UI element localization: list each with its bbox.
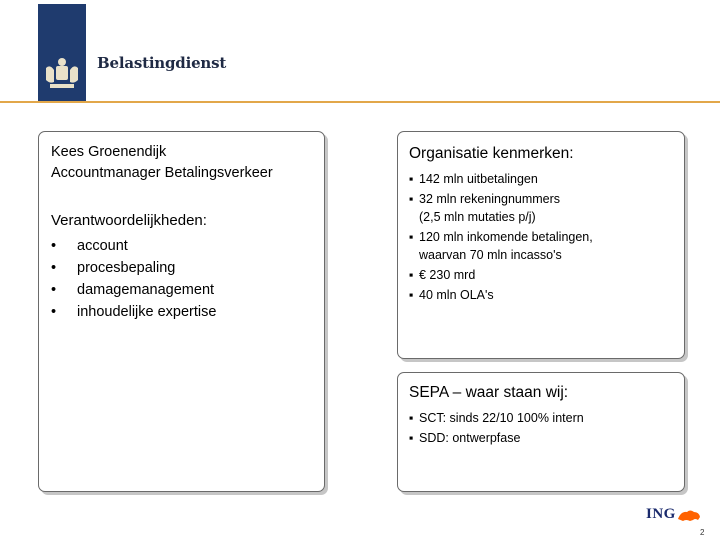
- coat-of-arms-icon: [42, 54, 82, 94]
- bullet: ▪: [409, 268, 414, 282]
- list-item-text: inhoudelijke expertise: [77, 304, 217, 320]
- bullet: ▪: [409, 230, 414, 244]
- list-item: [51, 279, 312, 301]
- brand-name: Belastingdienst: [97, 54, 227, 72]
- list-item: [409, 429, 673, 447]
- person-role: Accountmanager Betalingsverkeer: [51, 165, 273, 181]
- list-item: [51, 301, 312, 323]
- list-item: [409, 170, 673, 188]
- organisation-box: [397, 131, 685, 359]
- list-item: [409, 409, 673, 427]
- responsibilities-title: Verantwoordelijkheden:: [51, 212, 207, 229]
- list-item-text: account: [77, 238, 128, 254]
- bullet: •: [51, 304, 57, 320]
- bullet: •: [51, 260, 57, 276]
- bullet: ▪: [409, 411, 414, 425]
- person-name: Kees Groenendijk: [51, 144, 167, 160]
- lion-icon: [676, 507, 702, 523]
- ing-logo: [646, 506, 702, 523]
- organisation-list: [409, 170, 673, 304]
- list-item: [409, 266, 673, 284]
- list-item-text: 40 mln OLA's: [419, 288, 494, 302]
- bullet: ▪: [409, 288, 414, 302]
- logo-block: [38, 4, 86, 102]
- sepa-box: [397, 372, 685, 492]
- list-item: [409, 190, 673, 226]
- responsibilities-list: [51, 235, 312, 323]
- bullet: •: [51, 282, 57, 298]
- bullet: ▪: [409, 172, 414, 186]
- header-rule: [0, 101, 720, 103]
- list-item-text: SDD: ontwerpfase: [419, 431, 521, 445]
- profile-box: [38, 131, 325, 492]
- list-item: [51, 235, 312, 257]
- list-item: [409, 286, 673, 304]
- page-number: 2: [700, 528, 705, 537]
- list-item: [51, 257, 312, 279]
- bullet: ▪: [409, 431, 414, 445]
- list-item-text: 120 mln inkomende betalingen, waarvan 70 mln incasso's: [419, 230, 593, 262]
- list-item-text: 142 mln uitbetalingen: [419, 172, 538, 186]
- list-item-text: SCT: sinds 22/10 100% intern: [419, 411, 584, 425]
- bullet: ▪: [409, 192, 414, 206]
- list-item: [409, 228, 673, 264]
- list-item-text: damagemanagement: [77, 282, 215, 298]
- ing-label: ING: [646, 506, 676, 522]
- sepa-title: SEPA – waar staan wij:: [409, 384, 569, 401]
- list-item-text: € 230 mrd: [419, 268, 476, 282]
- sepa-list: [409, 409, 673, 447]
- bullet: •: [51, 238, 57, 254]
- list-item-text: 32 mln rekeningnummers (2,5 mln mutaties p/j): [419, 192, 561, 224]
- list-item-text: procesbepaling: [77, 260, 176, 276]
- organisation-title: Organisatie kenmerken:: [409, 145, 574, 162]
